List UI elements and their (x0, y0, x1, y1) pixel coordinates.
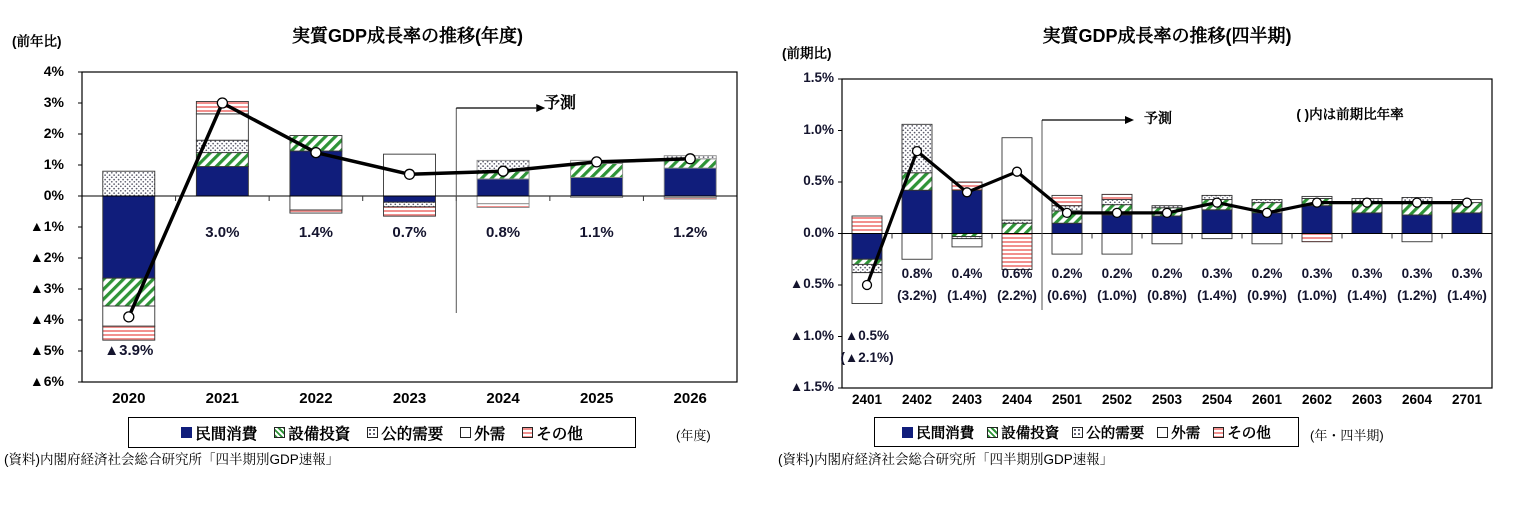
line-marker (963, 188, 972, 197)
bar-segment (1402, 215, 1432, 234)
bar-segment (852, 216, 882, 234)
legend-item-label: 民間消費 (916, 425, 975, 442)
bar-segment (1152, 216, 1182, 234)
bar-segment (1302, 234, 1332, 242)
legend-item-label: 設備投資 (1001, 425, 1060, 442)
x-category-label: 2501 (1051, 392, 1083, 407)
line-marker (124, 312, 134, 322)
x-category-label: 2503 (1151, 392, 1183, 407)
annualized-value-label: (0.9%) (1247, 288, 1287, 303)
x-category-label: 2022 (299, 390, 333, 407)
legend-item-label: 外需 (1171, 425, 1201, 442)
value-label: 0.3% (1301, 266, 1333, 281)
legend-item (460, 422, 505, 444)
x-category-label: 2023 (392, 390, 427, 407)
bar-segment (1002, 223, 1032, 233)
value-label: 0.7% (392, 224, 427, 241)
legend-item-label: その他 (1227, 425, 1271, 442)
line-marker (405, 169, 415, 179)
legend-item-label: 民間消費 (195, 425, 258, 443)
legend-item (367, 422, 443, 444)
bar-segment (1002, 234, 1032, 270)
bar-segment (1352, 213, 1382, 234)
line-marker (592, 157, 602, 167)
annualized-value-label: (2.2%) (997, 288, 1037, 303)
bar-segment (1152, 234, 1182, 244)
bar-segment (103, 278, 155, 306)
value-label: 0.2% (1151, 266, 1183, 281)
x-category-label: 2026 (673, 390, 707, 407)
y-tick-label: 0% (43, 187, 64, 203)
y-tick-label: 2% (43, 125, 64, 141)
annualized-value-label: (0.8%) (1147, 288, 1187, 303)
x-category-label: 2603 (1351, 392, 1383, 407)
legend-item (902, 422, 974, 443)
line-marker (1063, 208, 1072, 217)
y-tick-label: 0.5% (803, 173, 834, 188)
bars-group (103, 101, 716, 340)
annualized-value-label: (1.4%) (1347, 288, 1387, 303)
legend-item-label: 外需 (474, 425, 506, 443)
y-tick-label: 4% (43, 63, 64, 79)
bar-segment (1052, 223, 1082, 233)
bar-segment (290, 196, 342, 210)
value-label: 1.4% (298, 224, 334, 241)
quarterly-x-axis-unit: (年・四半期) (1310, 428, 1384, 443)
hatch-swatch-icon (987, 427, 998, 438)
line-marker (311, 148, 321, 158)
value-label: 0.2% (1251, 266, 1283, 281)
legend-item (987, 422, 1059, 443)
value-label: 0.8% (485, 224, 521, 241)
bar-segment (103, 196, 155, 278)
navy-swatch-icon (902, 427, 913, 438)
annualized-value-label: (▲2.1%) (840, 350, 894, 365)
legend-item (522, 422, 583, 444)
bar-segment (664, 198, 716, 200)
bar-segment (477, 196, 529, 204)
bar-segment (103, 171, 155, 196)
annual-chart-title: 実質GDP成長率の推移(年度) (292, 26, 523, 46)
white-swatch-icon (1157, 427, 1168, 438)
y-tick-label: ▲1.5% (789, 379, 834, 394)
x-category-label: 2701 (1451, 392, 1483, 407)
bar-segment (571, 177, 623, 196)
quarterly-legend (874, 417, 1299, 447)
bar-segment (384, 196, 436, 202)
dots-swatch-icon (367, 427, 378, 438)
y-tick-label: ▲1% (29, 218, 64, 234)
y-tick-label: ▲3% (29, 280, 64, 296)
y-tick-label: 1% (43, 156, 64, 172)
line-marker (1463, 198, 1472, 207)
legend-item-label: 公的需要 (1086, 425, 1145, 442)
bar-segment (1252, 234, 1282, 244)
value-label: ▲3.9% (104, 342, 154, 359)
annualized-value-label: (0.6%) (1047, 288, 1087, 303)
forecast-marker-group (456, 104, 545, 313)
y-tick-label: ▲6% (29, 373, 64, 389)
bar-segment (1202, 210, 1232, 234)
annual-legend (128, 417, 636, 448)
value-label: 3.0% (205, 224, 240, 241)
bar-segment (1102, 234, 1132, 255)
legend-item (1157, 422, 1200, 443)
value-label: ▲0.5% (844, 328, 890, 343)
line-marker (1313, 198, 1322, 207)
bar-segment (1052, 234, 1082, 255)
bar-segment (196, 153, 248, 167)
x-category-label: 2025 (579, 390, 614, 407)
bar-segment (1402, 234, 1432, 242)
annual-x-axis-unit: (年度) (676, 428, 711, 443)
annualized-value-label: (1.0%) (1097, 288, 1137, 303)
bar-segment (952, 239, 982, 247)
x-category-label: 2024 (486, 390, 520, 407)
navy-swatch-icon (181, 427, 192, 438)
x-category-label: 2601 (1251, 392, 1283, 407)
y-tick-label: ▲5% (29, 342, 64, 358)
line-marker (913, 147, 922, 156)
y-tick-label: 1.0% (803, 121, 834, 137)
line-marker (217, 98, 227, 108)
legend-item-label: その他 (536, 425, 583, 443)
bar-segment (477, 179, 529, 196)
y-tick-label: ▲0.5% (789, 276, 834, 291)
legend-item (1213, 422, 1271, 443)
line-marker (685, 154, 695, 164)
y-tick-label: ▲4% (29, 311, 64, 327)
y-tick-label: 3% (43, 94, 64, 110)
dots-swatch-icon (1072, 427, 1083, 438)
bar-segment (1002, 220, 1032, 223)
value-label: 1.1% (579, 224, 614, 241)
annual-y-axis-unit: (前年比) (12, 34, 62, 49)
annualized-value-label: (3.2%) (897, 288, 937, 303)
annual-forecast-label: 予測 (544, 95, 577, 112)
bar-segment (1102, 194, 1132, 199)
value-label: 0.2% (1051, 266, 1083, 281)
y-tick-label: 0.0% (803, 224, 834, 240)
value-label: 0.3% (1351, 266, 1383, 281)
legend-item (181, 422, 257, 444)
bar-segment (290, 210, 342, 213)
annualized-value-label: (1.0%) (1297, 288, 1337, 303)
x-category-label: 2401 (851, 392, 883, 407)
bar-segment (477, 204, 529, 208)
value-label: 0.3% (1401, 266, 1433, 281)
line-marker (498, 166, 508, 176)
legend-item-label: 設備投資 (288, 425, 351, 443)
annualized-value-label: (1.4%) (1447, 288, 1487, 303)
line-marker (1413, 198, 1422, 207)
bar-segment (664, 168, 716, 196)
x-category-label: 2602 (1301, 392, 1333, 407)
bar-segment (1452, 213, 1482, 234)
bar-segment (1102, 200, 1132, 205)
line-marker (1363, 198, 1372, 207)
line-marker (1213, 198, 1222, 207)
x-category-label: 2020 (112, 390, 146, 407)
line-marker (1263, 208, 1272, 217)
x-category-label: 2404 (1001, 392, 1033, 407)
pink-swatch-icon (522, 427, 533, 438)
line-marker (863, 281, 872, 290)
quarterly-y-axis-unit: (前期比) (782, 46, 832, 61)
value-label: 0.6% (1001, 266, 1033, 281)
value-label: 0.8% (901, 266, 933, 281)
annualized-value-label: (1.4%) (947, 288, 987, 303)
y-tick-label: ▲1.0% (789, 327, 834, 343)
annual-source-note: (資料)内閣府経済社会総合研究所「四半期別GDP速報」 (4, 452, 340, 467)
y-tick-label: 1.5% (803, 70, 834, 85)
bar-segment (902, 234, 932, 260)
bar-segment (1202, 234, 1232, 239)
annualized-value-label: (1.4%) (1197, 288, 1237, 303)
line-marker (1113, 208, 1122, 217)
x-category-label: 2403 (951, 392, 983, 407)
y-tick-label: ▲2% (29, 249, 64, 265)
bar-segment (384, 202, 436, 207)
value-label: 0.2% (1101, 266, 1133, 281)
bar-segment (1302, 206, 1332, 234)
hatch-swatch-icon (274, 427, 285, 438)
annualized-value-label: (1.2%) (1397, 288, 1437, 303)
value-label: 0.4% (951, 266, 983, 281)
x-category-label: 2604 (1401, 392, 1433, 407)
x-category-label: 2021 (205, 390, 240, 407)
white-swatch-icon (460, 427, 471, 438)
bar-segment (196, 114, 248, 140)
quarterly-source-note: (資料)内閣府経済社会総合研究所「四半期別GDP速報」 (778, 452, 1114, 467)
legend-item (1072, 422, 1144, 443)
pink-swatch-icon (1213, 427, 1224, 438)
x-category-label: 2504 (1201, 392, 1233, 407)
bar-segment (902, 190, 932, 233)
bar-segment (196, 167, 248, 196)
legend-item-label: 公的需要 (381, 425, 444, 443)
quarterly-forecast-label: 予測 (1144, 110, 1172, 126)
quarterly-annotation: ( )内は前期比年率 (1296, 107, 1404, 122)
bar-segment (384, 207, 436, 216)
x-category-label: 2402 (901, 392, 933, 407)
bar-segment (1252, 200, 1282, 203)
line-marker (1163, 208, 1172, 217)
value-label: 1.2% (673, 224, 708, 241)
x-category-label: 2502 (1101, 392, 1133, 407)
value-label: 0.3% (1201, 266, 1233, 281)
legend-item (274, 422, 350, 444)
bar-segment (103, 326, 155, 340)
bar-segment (1152, 206, 1182, 208)
value-label: 0.3% (1451, 266, 1483, 281)
line-marker (1013, 167, 1022, 176)
quarterly-chart-title: 実質GDP成長率の推移(四半期) (1042, 26, 1292, 46)
